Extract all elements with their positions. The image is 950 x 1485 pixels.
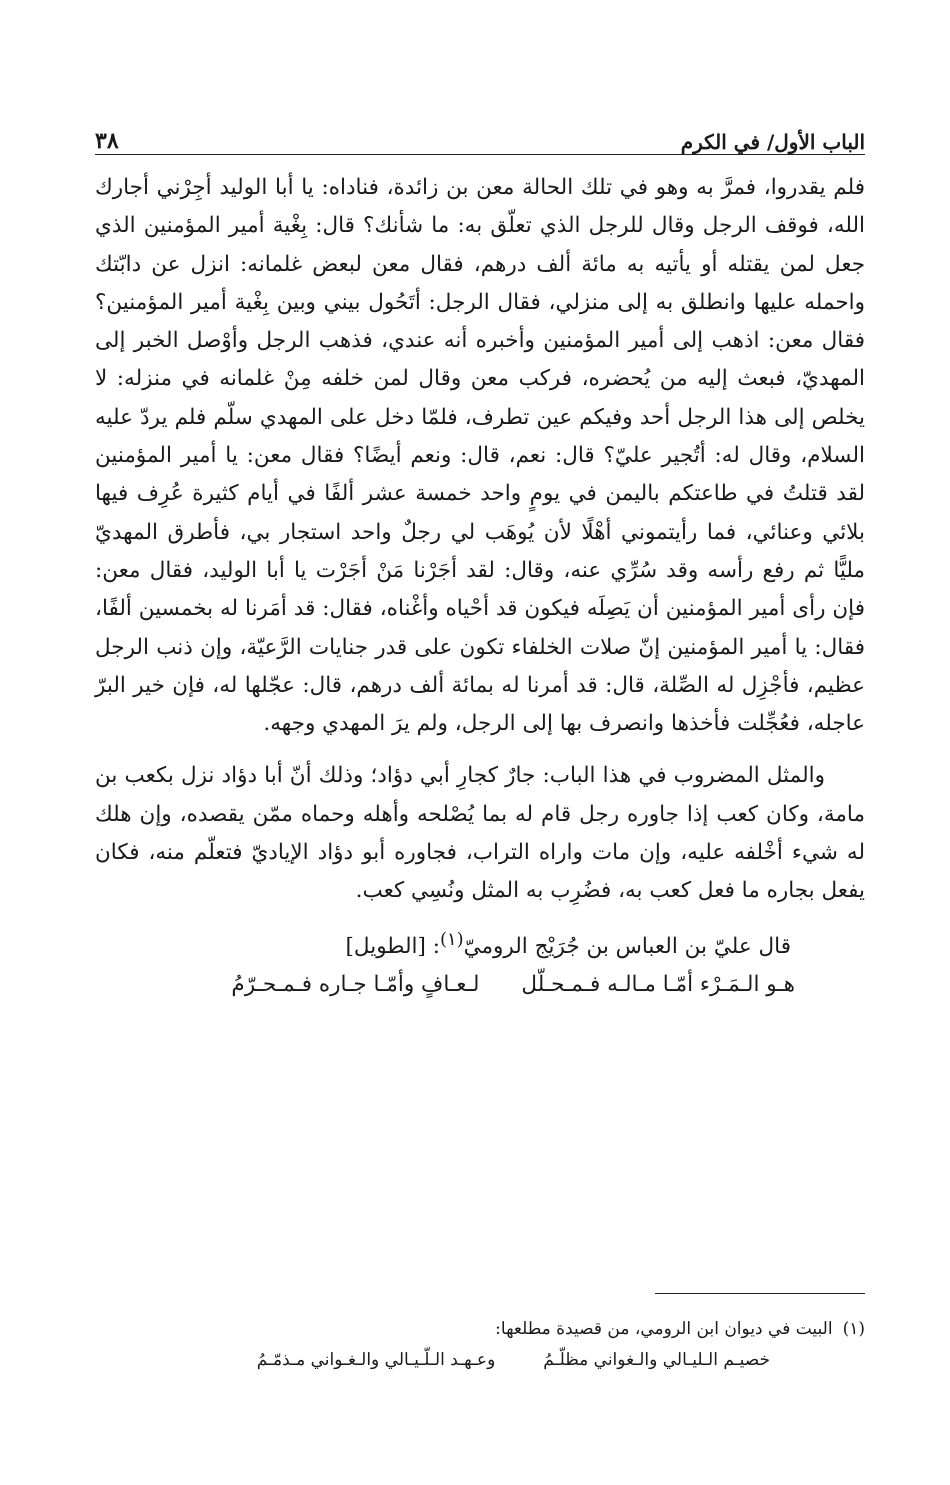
footnote-text: البيت في ديوان ابن الرومي، من قصيدة مطلعها: (495, 1319, 833, 1339)
chapter-title: الباب الأول/ في الكرم (680, 130, 865, 154)
paragraph: والمثل المضروب في هذا الباب: جارٌ كجارِ أبي دؤاد؛ وذلك أنّ أبا دؤاد نزل بكعب بن مامة، وكان كعب إذا جاوره رجل قام له بما يُصْلحه وأهله وحماه ممّن يقصده، وإن هلك له شيء أخْلفه عليه، وإن مات واراه التراب، فجاوره أبو دؤاد الإياديّ فتعلّم منه، فكان يفعل بجاره ما فعل كعب به، فضُرِب به المثل ونُسِي كعب. (95, 763, 865, 904)
poem-meter: : [الطويل] (345, 933, 440, 959)
hemistich-second: لـعـافٍ وأمّـا جـاره فـمـحـرّمُ (231, 971, 480, 997)
footnote-number: (١) (842, 1319, 865, 1339)
body-text (95, 169, 865, 1004)
footnote-separator (655, 1293, 865, 1294)
poem-attribution: قال عليّ بن العباس بن جُرَيْج الروميّ (463, 933, 791, 959)
footnote-hemistich-second: وعـهـد الـلّـيـالي والـغـواني مـذمّـمُ (256, 1350, 496, 1370)
footnote-hemistich-first: خصيـم الـليـالي والـغواني مظلّـمُ (543, 1350, 770, 1370)
footnotes (95, 1315, 865, 1377)
footnote-verse (95, 1343, 865, 1377)
running-header (95, 108, 865, 155)
paragraph: فلم يقدروا، فمرَّ به وهو في تلك الحالة معن بن زائدة، فناداه: يا أبا الوليد أجِرْني أجارك الله، فوقف الرجل وقال للرجل الذي تعلّق به: ما شأنك؟ قال: بِغْية أمير المؤمنين الذي جعل لمن يقتله أو يأتيه به مائة ألف درهم، فقال معن لبعض غلمانه: انزل عن دابّتك واحمله عليها وانطلق به إلى منزلي، فقال الرجل: أتَحُول بيني وبين بِغْية أمير المؤمنين؟ فقال معن: اذهب إلى أمير المؤمنين وأخبره أنه عندي، فذهب الرجل وأوْصل الخبر إلى المهديّ، فبعث إليه من يُحضره، فركب معن وقال لمن خلفه مِنْ غلمانه في منزله: لا يخلص إلى هذا الرجل أحد وفيكم عين تطرف، فلمّا دخل على المهدي سلّم فلم يردّ عليه السلام، وقال له: أتُجير عليّ؟ قال: نعم، قال: ونعم أيضًا؟ فقال معن: يا أمير المؤمنين لقد قتلتُ في طاعتكم باليمن في يومٍ واحد خمسة عشر ألفًا في أيام كثيرة عُرِف فيها بلائي وعنائي، فما رأيتموني أهْلًا لأن يُوهَب لي رجلٌ واحد استجار بي، فأطرق المهديّ مليًّا ثم رفع رأسه وقد سُرِّي عنه، وقال: لقد أجَرْنا مَنْ أجَرْت يا أبا الوليد، فقال معن: فإن رأى أمير المؤمنين أن يَصِلَه فيكون قد أحْياه وأغْناه، فقال: قد أمَرنا له بخمسين ألفًا، فقال: يا أمير المؤمنين إنّ صلات الخلفاء تكون على قدر جنايات الرَّعيّة، وإن ذنب الرجل عظيم، فأجْزِل له الصِّلة، قال: قد أمرنا له بمائة ألف درهم، قال: عجّلها له، فإن خير البرّ عاجله، فعُجِّلت فأخذها وانصرف بها إلى الرجل، ولم يرَ المهدي وجهه. (95, 175, 865, 737)
footnote (95, 1315, 865, 1343)
page-number: ٣٨ (95, 128, 119, 154)
poem-intro (95, 921, 865, 966)
hemistich-first: هـو الـمَـرْء أمّـا مـالـه فـمـحـلّل (521, 971, 795, 997)
book-page (95, 108, 865, 1438)
poem-verse (95, 966, 865, 1004)
footnote-marker: (١) (439, 928, 464, 950)
